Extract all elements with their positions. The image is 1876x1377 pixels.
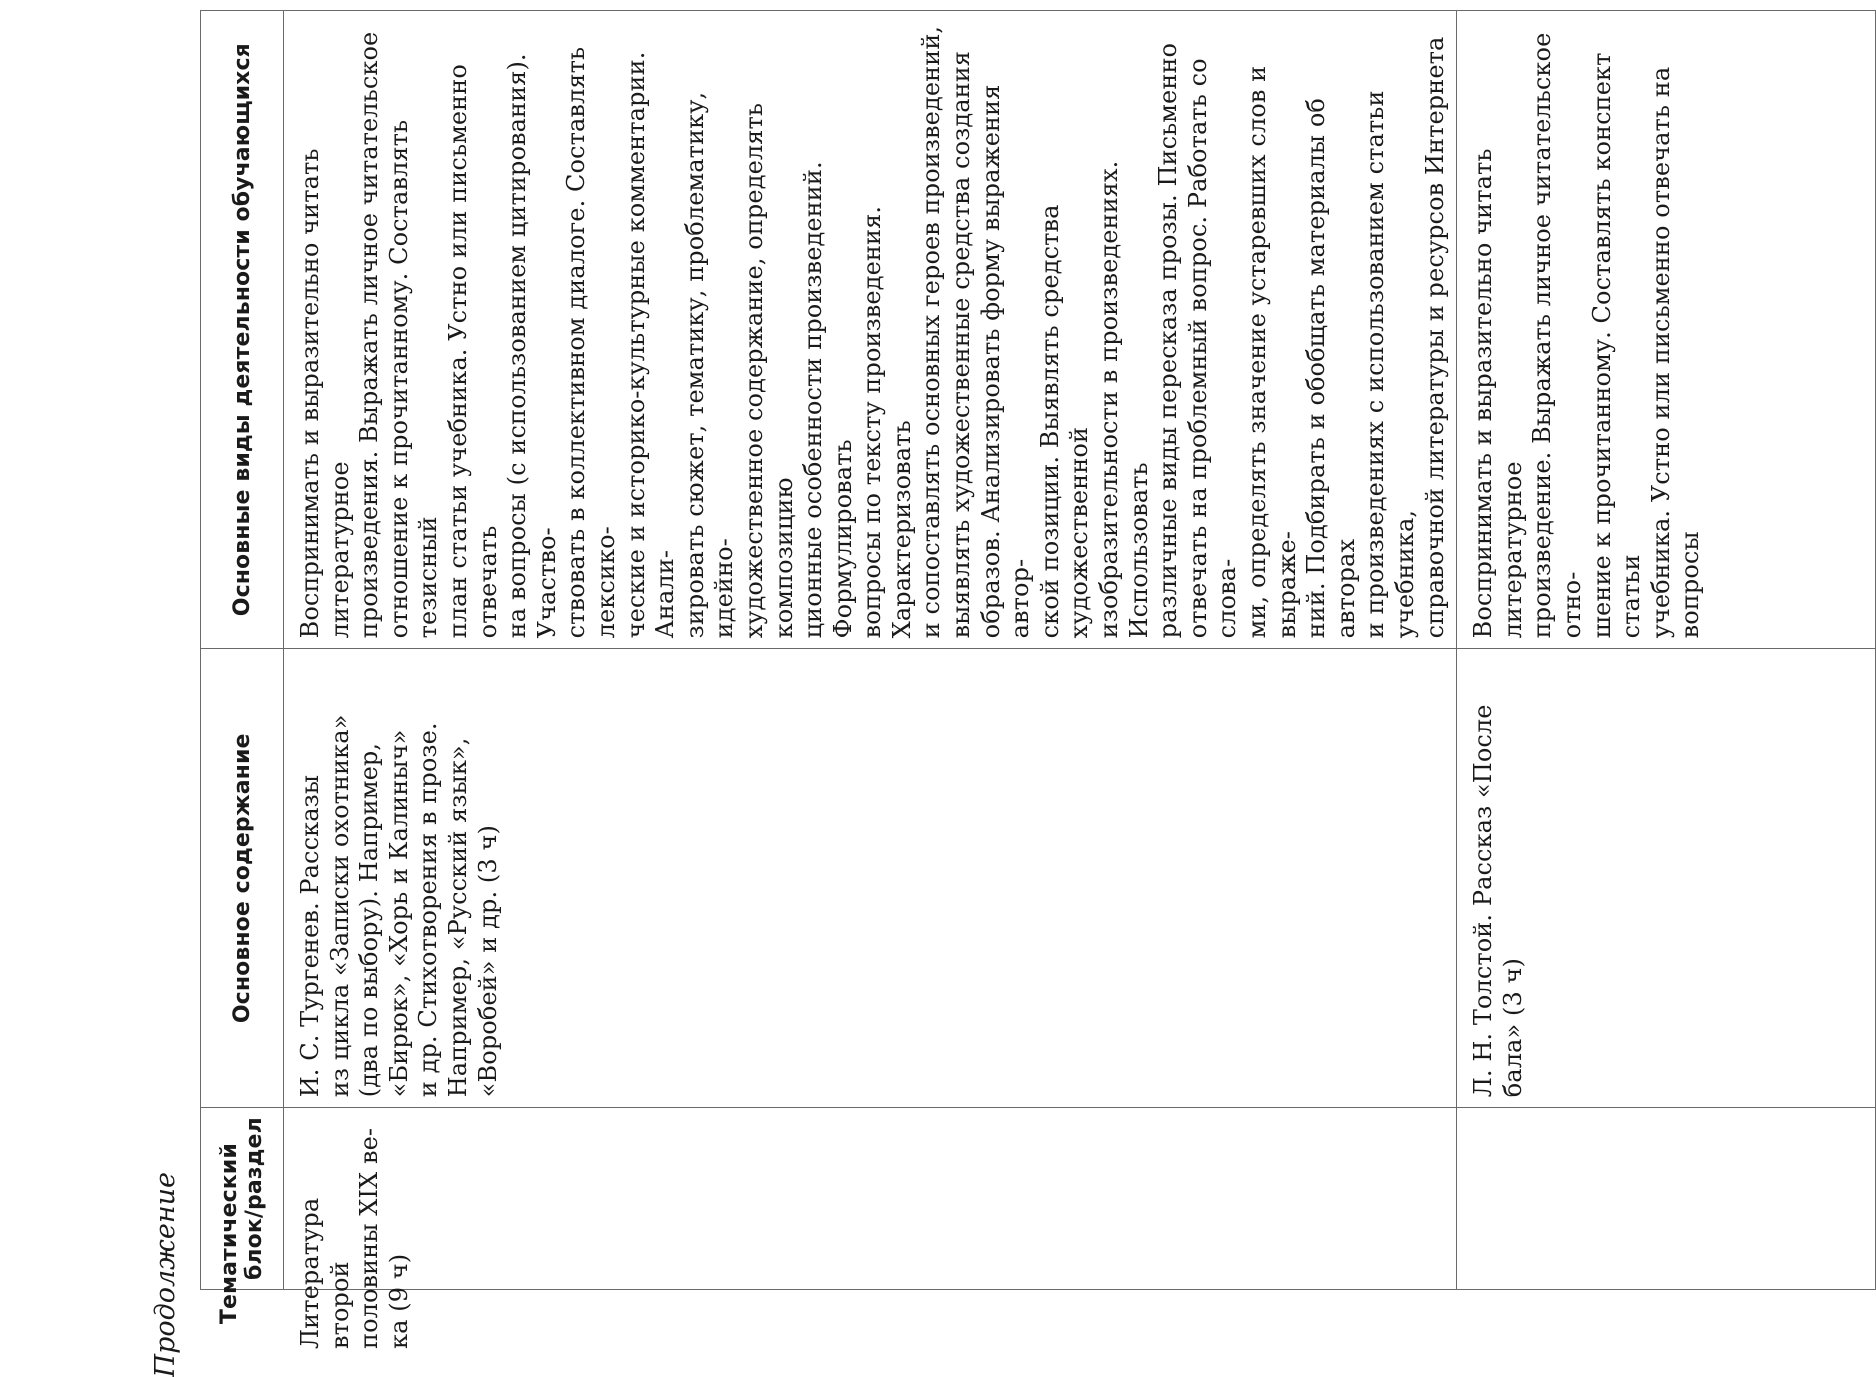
cell-activity: [1457, 11, 1876, 649]
topic-text: Литература второй половины XIX ве- ка (9 ч): [296, 1127, 413, 1349]
table-row: [284, 11, 1457, 1290]
header-activity-label: Основные виды деятельности обучающихся: [229, 43, 255, 617]
header-content-label: Основное содержание: [229, 733, 255, 1024]
header-content: [201, 649, 284, 1108]
continuation-label: Продолжение: [150, 1172, 181, 1377]
header-activity: [201, 11, 284, 649]
table-row: [1457, 11, 1876, 1290]
activity-text: Воспринимать и выразительно читать литературное произведение. Выражать личное читательское отно- шение к прочитанному. Составлять конспект статьи учебника. Устно или письменно отвечать на вопросы: [1469, 32, 1705, 639]
cell-topic: [1457, 1108, 1876, 1290]
curriculum-table: [200, 10, 1876, 1349]
content-text: И. С. Тургенев. Рассказы из цикла «Записки охотника» (два по выбору). Например, «Бирюк», «Хорь и Калиныч» и др. Стихотворения в прозе. Например, «Русский язык», «Воробей» и др. (3 ч): [296, 714, 502, 1098]
header-topic-label: Тематический блок/раздел: [217, 1117, 267, 1325]
cell-content: [1457, 649, 1876, 1108]
cell-content: [284, 649, 1457, 1108]
cell-topic: [284, 1108, 1457, 1349]
cell-activity: [284, 11, 1457, 649]
content-text: Л. Н. Толстой. Рассказ «После бала» (3 ч): [1469, 704, 1527, 1098]
activity-text: Воспринимать и выразительно читать литературное произведения. Выражать личное читательское отношение к прочитанному. Составлять тезисный план статьи учебника. Устно или письменно отвечать на вопросы (с использованием цитирования). Участво- ствовать в коллективном диалоге. Составлять лексико- ческие и историко-культурные комментарии. Анали- зировать сюжет, тематику, проблематику, идейно- художественное содержание, определять композицию ционные особенности произведений. Формулировать вопросы по тексту произведения. Характеризовать и сопоставлять основных героев произведений, выявлять художественные средства создания образов. Анализировать форму выражения автор- ской позиции. Выявлять средства художественной изобразительности в произведениях. Использовать различные виды пересказа прозы. Письменно отвечать на проблемный вопрос. Работать со слова- ми, определять значение устаревших слов и выраже- ний. Подбирать и обобщать материалы об авторах и произведениях с использованием статьи учебника, справочной литературы и ресурсов Интернета: [296, 25, 1449, 639]
header-topic: [201, 1108, 284, 1325]
table-header-row: [201, 11, 284, 1290]
